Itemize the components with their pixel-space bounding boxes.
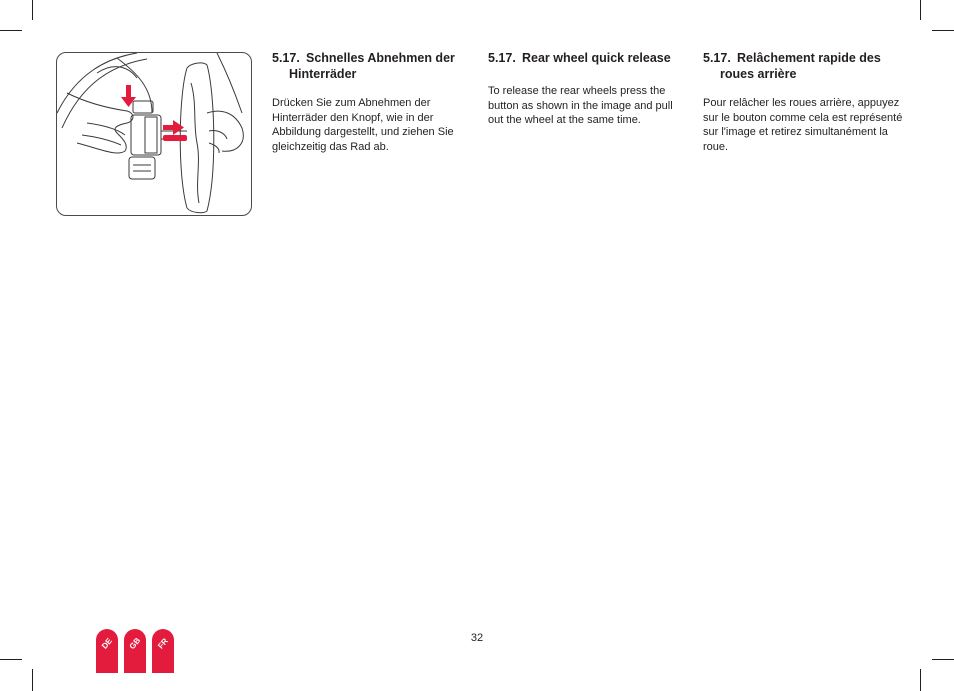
section-heading bbox=[703, 50, 903, 82]
section-number: 5.17. bbox=[703, 51, 731, 65]
language-tab-label: FR bbox=[156, 636, 170, 651]
crop-mark bbox=[920, 669, 921, 691]
section-body: To release the rear wheels press the button as shown in the image and pull out the wheel at the same time. bbox=[488, 85, 673, 126]
crop-mark bbox=[32, 669, 33, 691]
wheel-release-illustration bbox=[56, 52, 252, 216]
section-number: 5.17. bbox=[488, 51, 516, 65]
section-heading bbox=[488, 50, 688, 66]
section-number: 5.17. bbox=[272, 51, 300, 65]
crop-mark bbox=[932, 30, 954, 31]
crop-mark bbox=[32, 0, 33, 20]
page-number: 32 bbox=[470, 632, 484, 644]
crop-mark bbox=[0, 659, 22, 660]
section-body: Drücken Sie zum Abnehmen der Hinterräder den Knopf, wie in der Abbildung dargestellt, und ziehen Sie gleichzeitig das Rad ab. bbox=[272, 97, 454, 153]
section-de bbox=[272, 50, 462, 154]
section-title: Relâchement rapide des roues arrière bbox=[720, 51, 881, 81]
section-fr bbox=[703, 50, 903, 154]
crop-mark bbox=[932, 659, 954, 660]
section-gb bbox=[488, 50, 688, 128]
crop-mark bbox=[0, 30, 22, 31]
language-tab-de[interactable] bbox=[96, 629, 118, 673]
section-title: Rear wheel quick release bbox=[522, 51, 671, 65]
section-body: Pour relâcher les roues arrière, appuyez sur le bouton comme cela est représenté sur l'image et retirez simultanément la roue. bbox=[703, 97, 903, 153]
language-tab-label: GB bbox=[127, 636, 143, 651]
crop-mark bbox=[920, 0, 921, 20]
language-tab-fr[interactable] bbox=[152, 629, 174, 673]
language-tab-label: DE bbox=[99, 636, 115, 651]
section-title: Schnelles Abnehmen der Hinterräder bbox=[289, 51, 455, 81]
language-tab-gb[interactable] bbox=[124, 629, 146, 673]
section-heading bbox=[272, 50, 462, 82]
